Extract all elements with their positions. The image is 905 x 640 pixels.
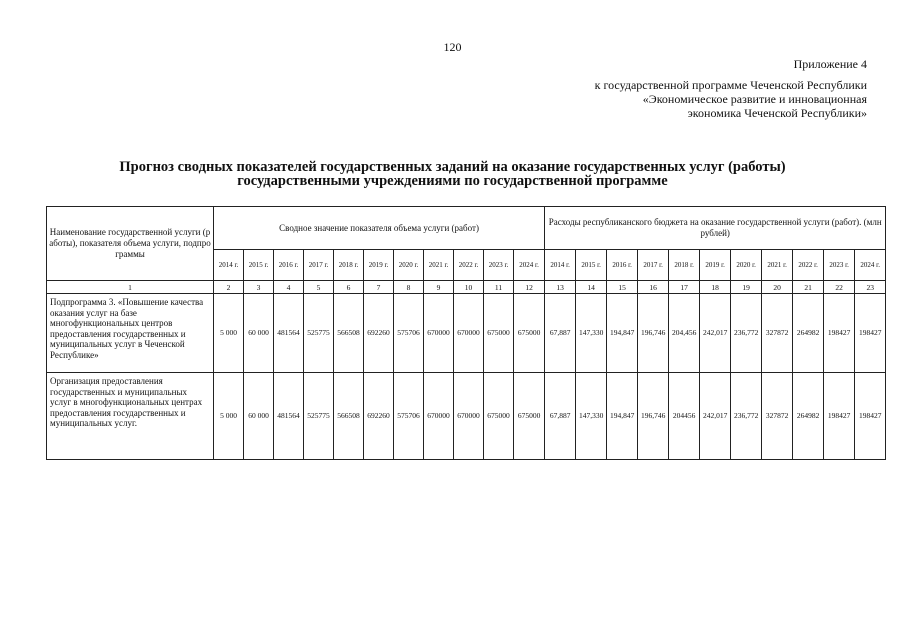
value-cell: 198427 [824,294,855,373]
value-cell: 692260 [364,294,394,373]
column-index-cell: 5 [304,281,334,294]
table-row [47,294,886,373]
value-cell: 147,330 [576,373,607,460]
header-volume-indicator: Сводное значение показателя объема услуги (работ) [214,207,545,250]
column-index-cell: 12 [514,281,545,294]
column-index-cell: 15 [607,281,638,294]
column-index-cell: 19 [731,281,762,294]
year-header-expenses: 2018 г. [669,250,700,281]
year-header-volume: 2020 г. [394,250,424,281]
column-index-cell: 3 [244,281,274,294]
column-index-cell: 22 [824,281,855,294]
appendix-line: экономика Чеченской Республики» [687,106,867,120]
value-cell: 692260 [364,373,394,460]
value-cell: 236,772 [731,294,762,373]
year-header-expenses: 2022 г. [793,250,824,281]
row-name-cell: Подпрограмма 3. «Повышение качества оказания услуг на базе многофункциональных центров предоставления государственных и муниципальных услуг в Чеченской Республике» [47,294,214,373]
value-cell: 67,887 [545,294,576,373]
page-number: 120 [443,40,462,54]
value-cell: 204,456 [669,294,700,373]
column-index-cell: 16 [638,281,669,294]
value-cell: 198427 [855,294,886,373]
value-cell: 675000 [514,373,545,460]
year-header-volume: 2023 г. [484,250,514,281]
table-row [47,373,886,460]
row-name-cell: Организация предоставления государственных и муниципальных услуг в многофункциональных центрах предоставления государственных и муниципальных услуг. [47,373,214,460]
value-cell: 264982 [793,373,824,460]
year-header-volume: 2021 г. [424,250,454,281]
value-cell: 675000 [514,294,545,373]
year-header-expenses: 2024 г. [855,250,886,281]
appendix-line: к государственной программе Чеченской Республики [594,78,867,92]
value-cell: 566508 [334,373,364,460]
year-header-expenses: 2023 г. [824,250,855,281]
appendix-block [595,57,867,120]
value-cell: 670000 [424,373,454,460]
appendix-title: Приложение 4 [793,57,867,71]
year-header-expenses: 2015 г. [576,250,607,281]
year-header-volume: 2024 г. [514,250,545,281]
value-cell: 194,847 [607,373,638,460]
value-cell: 242,017 [700,294,731,373]
value-cell: 196,746 [638,373,669,460]
header-service-name: Наименование государственной услуги (работы), показателя объема услуги, подпрограммы [47,207,214,281]
column-index-cell: 17 [669,281,700,294]
value-cell: 670000 [424,294,454,373]
column-index-cell: 18 [700,281,731,294]
year-header-volume: 2019 г. [364,250,394,281]
column-index-cell: 4 [274,281,304,294]
column-index-cell: 13 [545,281,576,294]
year-header-volume: 2017 г. [304,250,334,281]
column-index-cell: 21 [793,281,824,294]
forecast-table [46,206,886,460]
year-header-expenses: 2020 г. [731,250,762,281]
value-cell: 60 000 [244,373,274,460]
year-header-volume: 2014 г. [214,250,244,281]
column-index-cell: 23 [855,281,886,294]
year-header-volume: 2015 г. [244,250,274,281]
value-cell: 5 000 [214,294,244,373]
year-header-expenses: 2021 г. [762,250,793,281]
column-index-cell: 20 [762,281,793,294]
value-cell: 327872 [762,294,793,373]
value-cell: 675000 [484,294,514,373]
column-index-cell: 7 [364,281,394,294]
value-cell: 5 000 [214,373,244,460]
value-cell: 481564 [274,294,304,373]
column-index-cell: 2 [214,281,244,294]
value-cell: 675000 [484,373,514,460]
value-cell: 525775 [304,373,334,460]
value-cell: 481564 [274,373,304,460]
column-index-row [47,281,886,294]
value-cell: 566508 [334,294,364,373]
year-header-volume: 2016 г. [274,250,304,281]
header-budget-expenses: Расходы республиканского бюджета на оказание государственной услуги (работ). (млн рублей) [545,207,886,250]
value-cell: 60 000 [244,294,274,373]
value-cell: 198427 [855,373,886,460]
year-header-volume: 2018 г. [334,250,364,281]
year-header-expenses: 2017 г. [638,250,669,281]
column-index-cell: 9 [424,281,454,294]
value-cell: 236,772 [731,373,762,460]
year-header-volume: 2022 г. [454,250,484,281]
appendix-line: «Экономическое развитие и инновационная [642,92,867,106]
column-index-cell: 1 [47,281,214,294]
value-cell: 204456 [669,373,700,460]
column-index-cell: 10 [454,281,484,294]
value-cell: 575706 [394,294,424,373]
year-header-expenses: 2016 г. [607,250,638,281]
value-cell: 194,847 [607,294,638,373]
value-cell: 67,887 [545,373,576,460]
column-index-cell: 11 [484,281,514,294]
column-index-cell: 8 [394,281,424,294]
value-cell: 264982 [793,294,824,373]
value-cell: 242,017 [700,373,731,460]
column-index-cell: 14 [576,281,607,294]
year-header-expenses: 2019 г. [700,250,731,281]
value-cell: 198427 [824,373,855,460]
column-index-cell: 6 [334,281,364,294]
title-line: государственными учреждениями по государственной программе [237,173,668,189]
title-line: Прогноз сводных показателей государственных заданий на оказание государственных услуг (работы) [119,159,786,175]
year-header-expenses: 2014 г. [545,250,576,281]
value-cell: 670000 [454,294,484,373]
value-cell: 670000 [454,373,484,460]
document-title [40,160,865,188]
value-cell: 575706 [394,373,424,460]
value-cell: 525775 [304,294,334,373]
value-cell: 196,746 [638,294,669,373]
value-cell: 327872 [762,373,793,460]
value-cell: 147,330 [576,294,607,373]
